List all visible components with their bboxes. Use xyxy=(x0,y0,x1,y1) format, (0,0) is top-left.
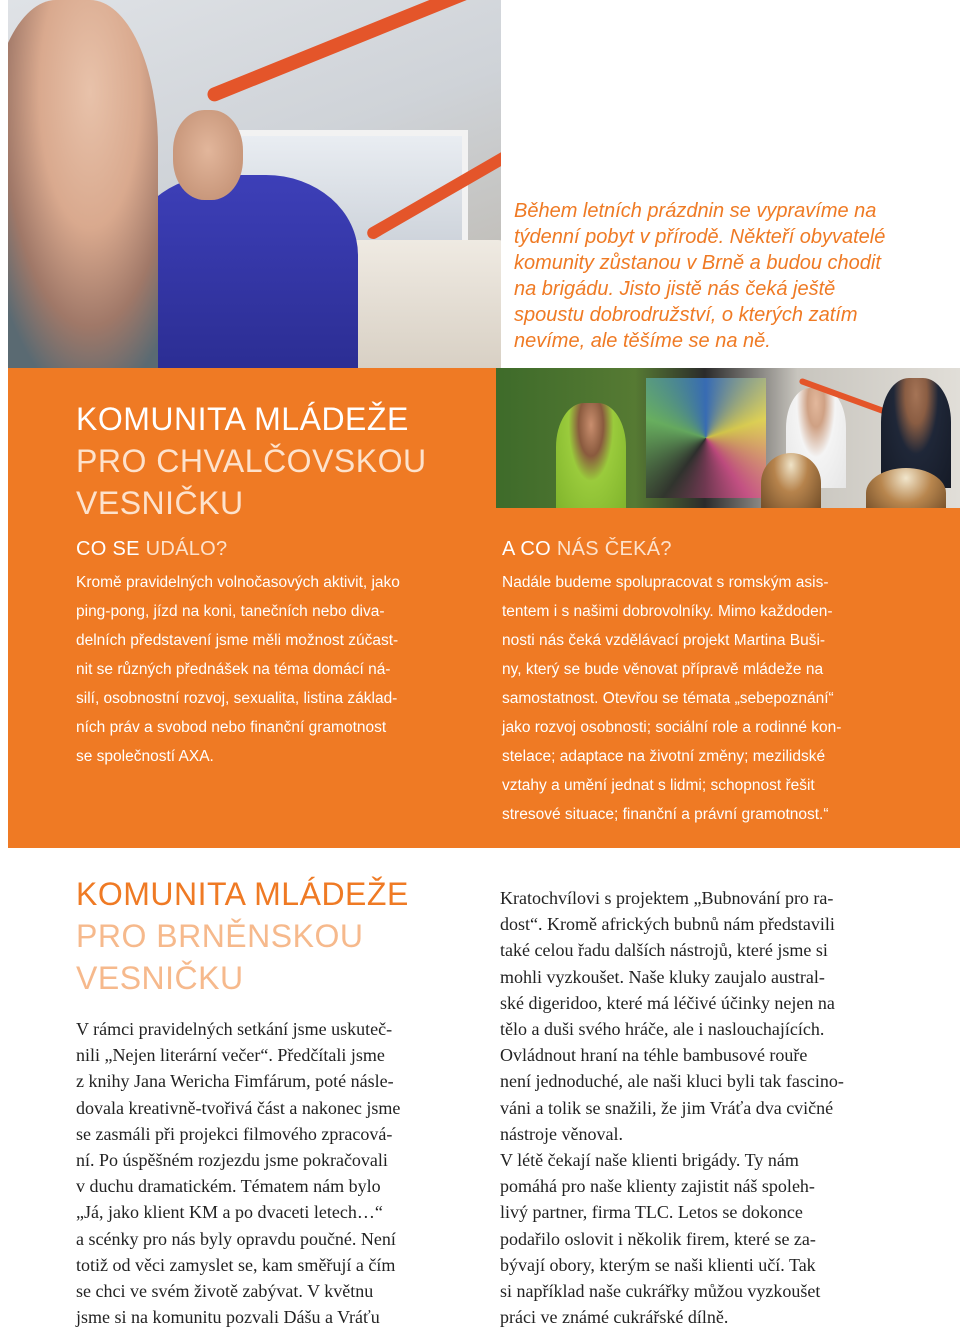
photo-caption xyxy=(514,198,934,354)
photo-graffiti-wall xyxy=(646,378,766,498)
text-line: se chci ve svém životě zabývat. V květnu xyxy=(76,1281,374,1302)
title-line: PRO CHVALČOVSKOU xyxy=(76,443,427,479)
text-line: v duchu dramatickém. Tématem nám bylo xyxy=(76,1176,381,1197)
text-line: „Já, jako klient KM a po dvaceti letech…“ xyxy=(76,1202,383,1223)
text-line: jsme si na komunitu pozvali Dášu a Vráťu xyxy=(76,1307,380,1328)
text-line: ních práv a svobod nebo finanční gramotnost xyxy=(76,719,387,736)
text-line: se společností AXA. xyxy=(76,748,214,765)
text-line: práci ve známé cukrářské dílně. xyxy=(500,1307,729,1328)
text-line: také celou řadu dalších nástrojů, které jsme si xyxy=(500,940,828,961)
section-title-brnenska xyxy=(76,873,496,999)
caption-line: spoustu dobrodružství, o kterých zatím xyxy=(514,304,858,326)
text-line: ping-pong, jízd na koni, tanečních nebo diva- xyxy=(76,603,385,620)
text-line: mohli vyzkoušet. Naše kluky zaujalo austral- xyxy=(500,966,825,987)
text-line: pomáhá pro naše klienty zajistit náš spoleh- xyxy=(500,1176,815,1197)
subheading-what-awaits xyxy=(502,538,672,561)
text-line: stresové situace; finanční a právní gramotnost.“ xyxy=(502,806,829,823)
title-line: VESNIČKU xyxy=(76,960,244,996)
text-line: bývají obory, kterým se naši klienti učí. Tak xyxy=(500,1254,816,1275)
photo-boy-head xyxy=(173,110,243,200)
text-line: nástroje věnoval. xyxy=(500,1123,623,1144)
subheading-what-happened xyxy=(76,538,227,561)
text-line: delních představení jsme měli možnost zúčast- xyxy=(76,632,399,649)
photo-man xyxy=(8,0,158,368)
caption-line: na brigádu. Jisto jistě nás čeká ještě xyxy=(514,278,836,300)
subheading-part: UDÁLO? xyxy=(145,538,228,560)
text-line: ské digeridoo, které má léčivé účinky nejen na xyxy=(500,992,835,1013)
text-line: ny, který se bude věnovat přípravě mládeže na xyxy=(502,661,824,678)
text-line: z knihy Jana Wericha Fimfárum, poté násle- xyxy=(76,1071,394,1092)
text-line: Ovládnout hraní na téhle bambusové rouře xyxy=(500,1045,808,1066)
text-line: livý partner, firma TLC. Letos se dokonce xyxy=(500,1202,803,1223)
text-line: tělo a duši svého hráče, ale i naslouchajících. xyxy=(500,1019,825,1040)
title-line: PRO BRNĚNSKOU xyxy=(76,918,364,954)
title-line: KOMUNITA MLÁDEŽE xyxy=(76,401,409,437)
text-line: Nadále budeme spolupracovat s romským asis- xyxy=(502,574,829,591)
photo-girl-spraying xyxy=(556,403,626,508)
text-line: Kratochvílovi s projektem „Bubnování pro ra- xyxy=(500,888,834,908)
paragraph-plans xyxy=(502,568,902,829)
text-line: váni a tolik se snažili, že jim Vráťa dva cvičné xyxy=(500,1097,834,1118)
caption-line: týdenní pobyt v přírodě. Někteří obyvatelé xyxy=(514,226,886,248)
photo-boy-body xyxy=(128,175,358,368)
section-title-chvalcovska xyxy=(76,398,496,524)
text-line: totiž od věci zamyslet se, kam směřují a čím xyxy=(76,1254,396,1275)
text-line: se zasmáli při projekci filmového zpracová- xyxy=(76,1123,393,1144)
text-line: nosti nás čeká vzdělávací projekt Martina Buši- xyxy=(502,632,826,649)
text-line: si například naše cukrářky můžou vyzkoušet xyxy=(500,1281,821,1302)
caption-line: komunity zůstanou v Brně a budou chodit xyxy=(514,252,881,274)
text-line: tentem i s našimi dobrovolníky. Mimo každoden- xyxy=(502,603,833,620)
text-line: V rámci pravidelných setkání jsme uskuteč- xyxy=(76,1019,393,1039)
subheading-part: A CO xyxy=(502,538,557,560)
text-line: stelace; adaptace na životní změny; mezilidské xyxy=(502,748,826,765)
title-line: KOMUNITA MLÁDEŽE xyxy=(76,876,409,912)
paragraph-drumming-and-jobs xyxy=(500,885,920,1330)
text-line: není jednoduché, ale naši kluci byli tak fascino- xyxy=(500,1071,844,1092)
text-line: jako rozvoj osobnosti; sociální role a rodinné kon- xyxy=(502,719,842,736)
subheading-part: CO SE xyxy=(76,538,146,560)
text-line: samostatnost. Otevřou se témata „sebepoznání“ xyxy=(502,690,834,707)
text-line: V létě čekají naše klienti brigády. Ty nám xyxy=(500,1150,799,1171)
photo-youth-playing-pipe xyxy=(8,0,501,368)
paragraph-activities xyxy=(76,568,476,771)
photo-graffiti-drumming xyxy=(496,368,960,508)
text-line: nili „Nejen literární večer“. Předčítali jsme xyxy=(76,1045,385,1066)
text-line: ní. Po úspěšném rozjezdu jsme pokračovali xyxy=(76,1150,388,1171)
title-line: VESNIČKU xyxy=(76,485,244,521)
text-line: Kromě pravidelných volnočasových aktivit, jako xyxy=(76,574,400,591)
text-line: vztahy a umění jednat s lidmi; schopnost řešit xyxy=(502,777,815,794)
paragraph-literary-evening xyxy=(76,1016,476,1330)
text-line: a scénky pro nás byly opravdu poučné. Není xyxy=(76,1228,396,1249)
photo-djembe-drum xyxy=(761,453,821,508)
caption-line: nevíme, ale těšíme se na ně. xyxy=(514,330,771,352)
subheading-part: NÁS ČEKÁ? xyxy=(556,538,672,560)
text-line: nit se různých přednášek na téma domácí ná- xyxy=(76,661,391,678)
text-line: dost“. Kromě afrických bubnů nám představili xyxy=(500,914,835,935)
text-line: podařilo oslovit i několik firem, které se za- xyxy=(500,1228,816,1249)
text-line: silí, osobnostní rozvoj, sexualita, listina základ- xyxy=(76,690,398,707)
caption-line: Během letních prázdnin se vypravíme na xyxy=(514,200,877,222)
text-line: dovala kreativně-tvořivá část a nakonec jsme xyxy=(76,1097,401,1118)
